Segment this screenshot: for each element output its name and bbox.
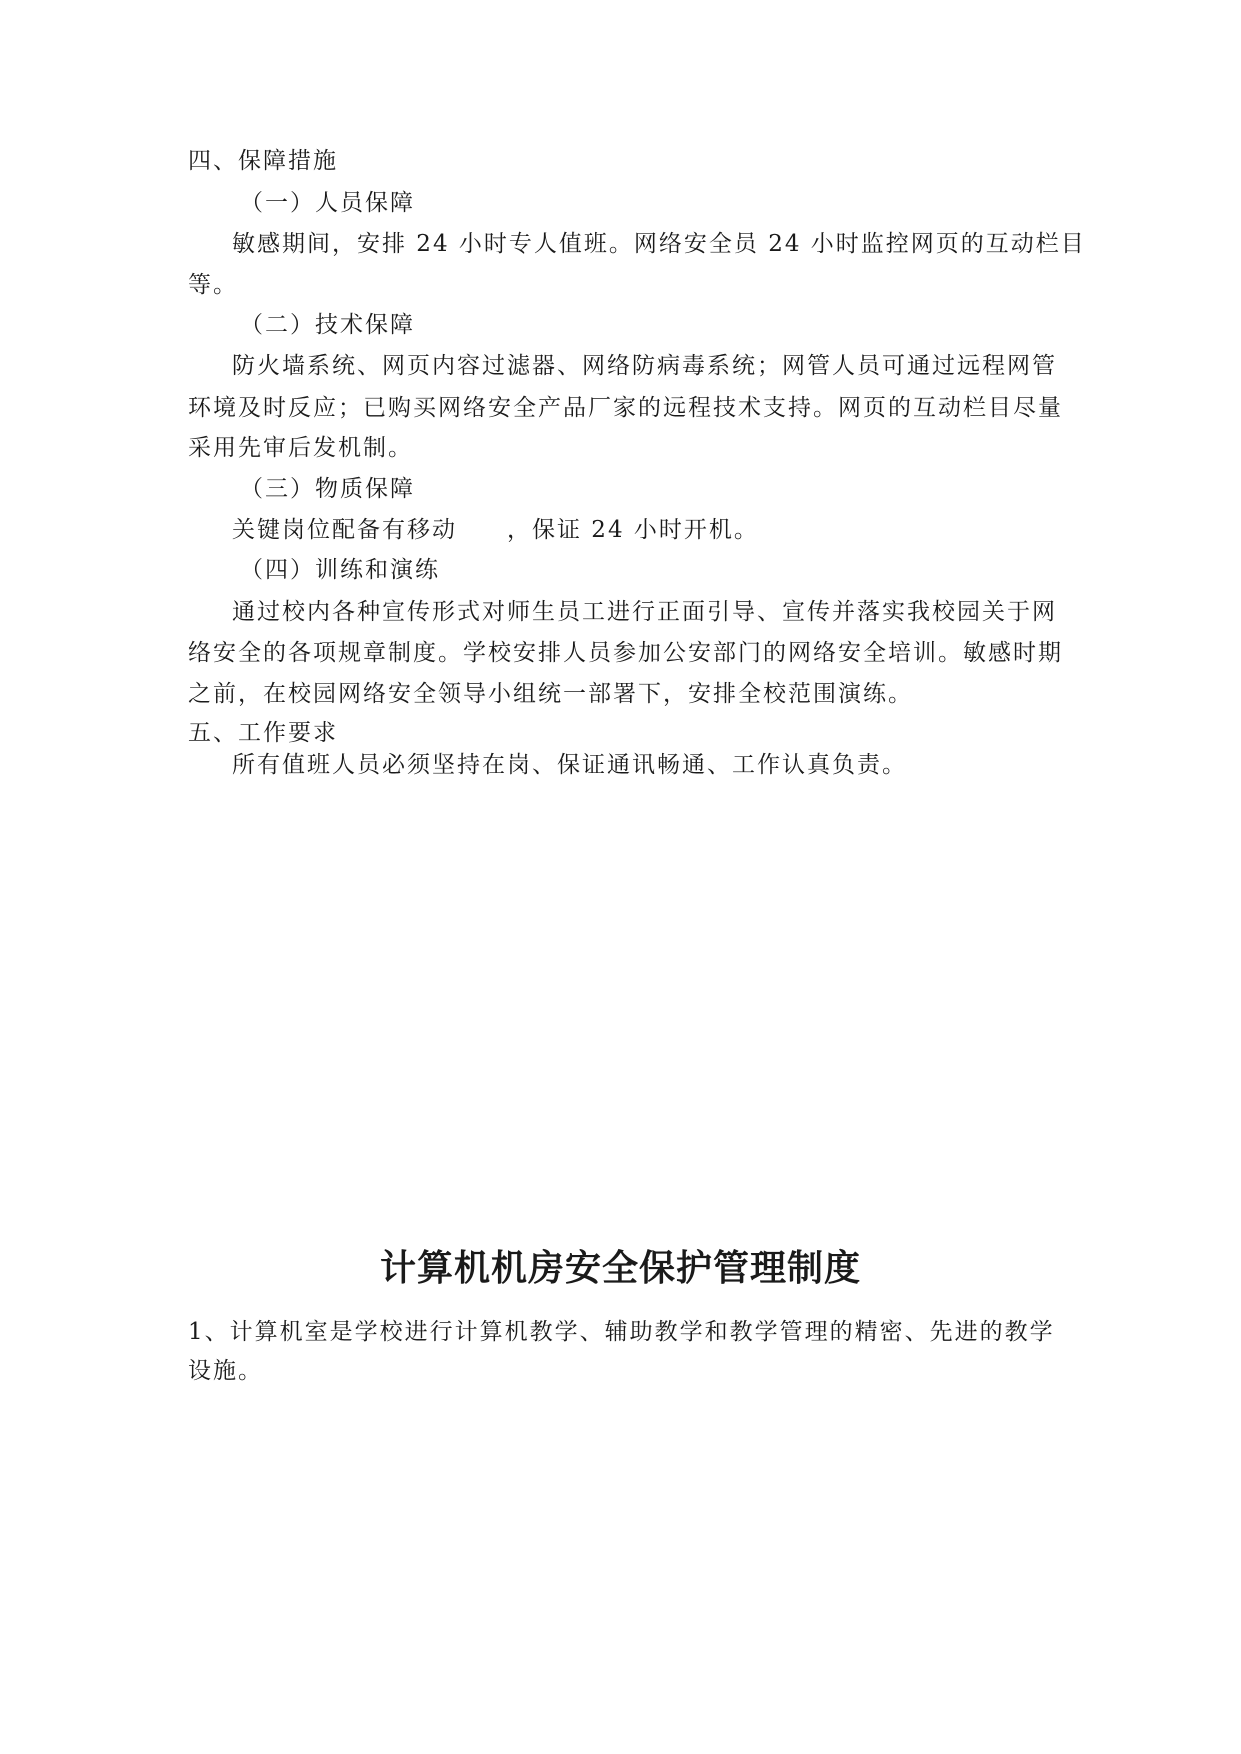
- subsection-heading-technical: （二）技术保障: [240, 312, 415, 338]
- subsection-heading-personnel: （一）人员保障: [240, 190, 415, 216]
- paragraph-line: 之前，在校园网络安全领导小组统一部署下，安排全校范围演练。: [188, 681, 913, 707]
- paragraph-line: 采用先审后发机制。: [188, 435, 413, 461]
- subsection-heading-training: （四）训练和演练: [240, 557, 440, 583]
- paragraph-line: 等。: [188, 272, 238, 298]
- paragraph-line: 敏感期间，安排 24 小时专人值班。网络安全员 24 小时监控网页的互动栏目: [232, 231, 1086, 257]
- paragraph-line: 环境及时反应；已购买网络安全产品厂家的远程技术支持。网页的互动栏目尽量: [188, 395, 1063, 421]
- paragraph-line: 通过校内各种宣传形式对师生员工进行正面引导、宣传并落实我校园关于网: [232, 599, 1057, 625]
- paragraph-line: 所有值班人员必须坚持在岗、保证通讯畅通、工作认真负责。: [232, 752, 907, 778]
- paragraph-line: 防火墙系统、网页内容过滤器、网络防病毒系统；网管人员可通过远程网管: [232, 353, 1057, 379]
- paragraph-line: 关键岗位配备有移动 ，保证 24 小时开机。: [232, 517, 759, 543]
- document-title: 计算机机房安全保护管理制度: [379, 1248, 861, 1289]
- paragraph-line: 络安全的各项规章制度。学校安排人员参加公安部门的网络安全培训。敏感时期: [188, 640, 1063, 666]
- paragraph-line: 设施。: [188, 1358, 263, 1384]
- section-heading-guarantee-measures: 四、保障措施: [188, 148, 338, 174]
- paragraph-line: 1、计算机室是学校进行计算机教学、辅助教学和教学管理的精密、先进的教学: [188, 1319, 1055, 1345]
- section-heading-work-requirements: 五、工作要求: [188, 720, 338, 746]
- subsection-heading-material: （三）物质保障: [240, 476, 415, 502]
